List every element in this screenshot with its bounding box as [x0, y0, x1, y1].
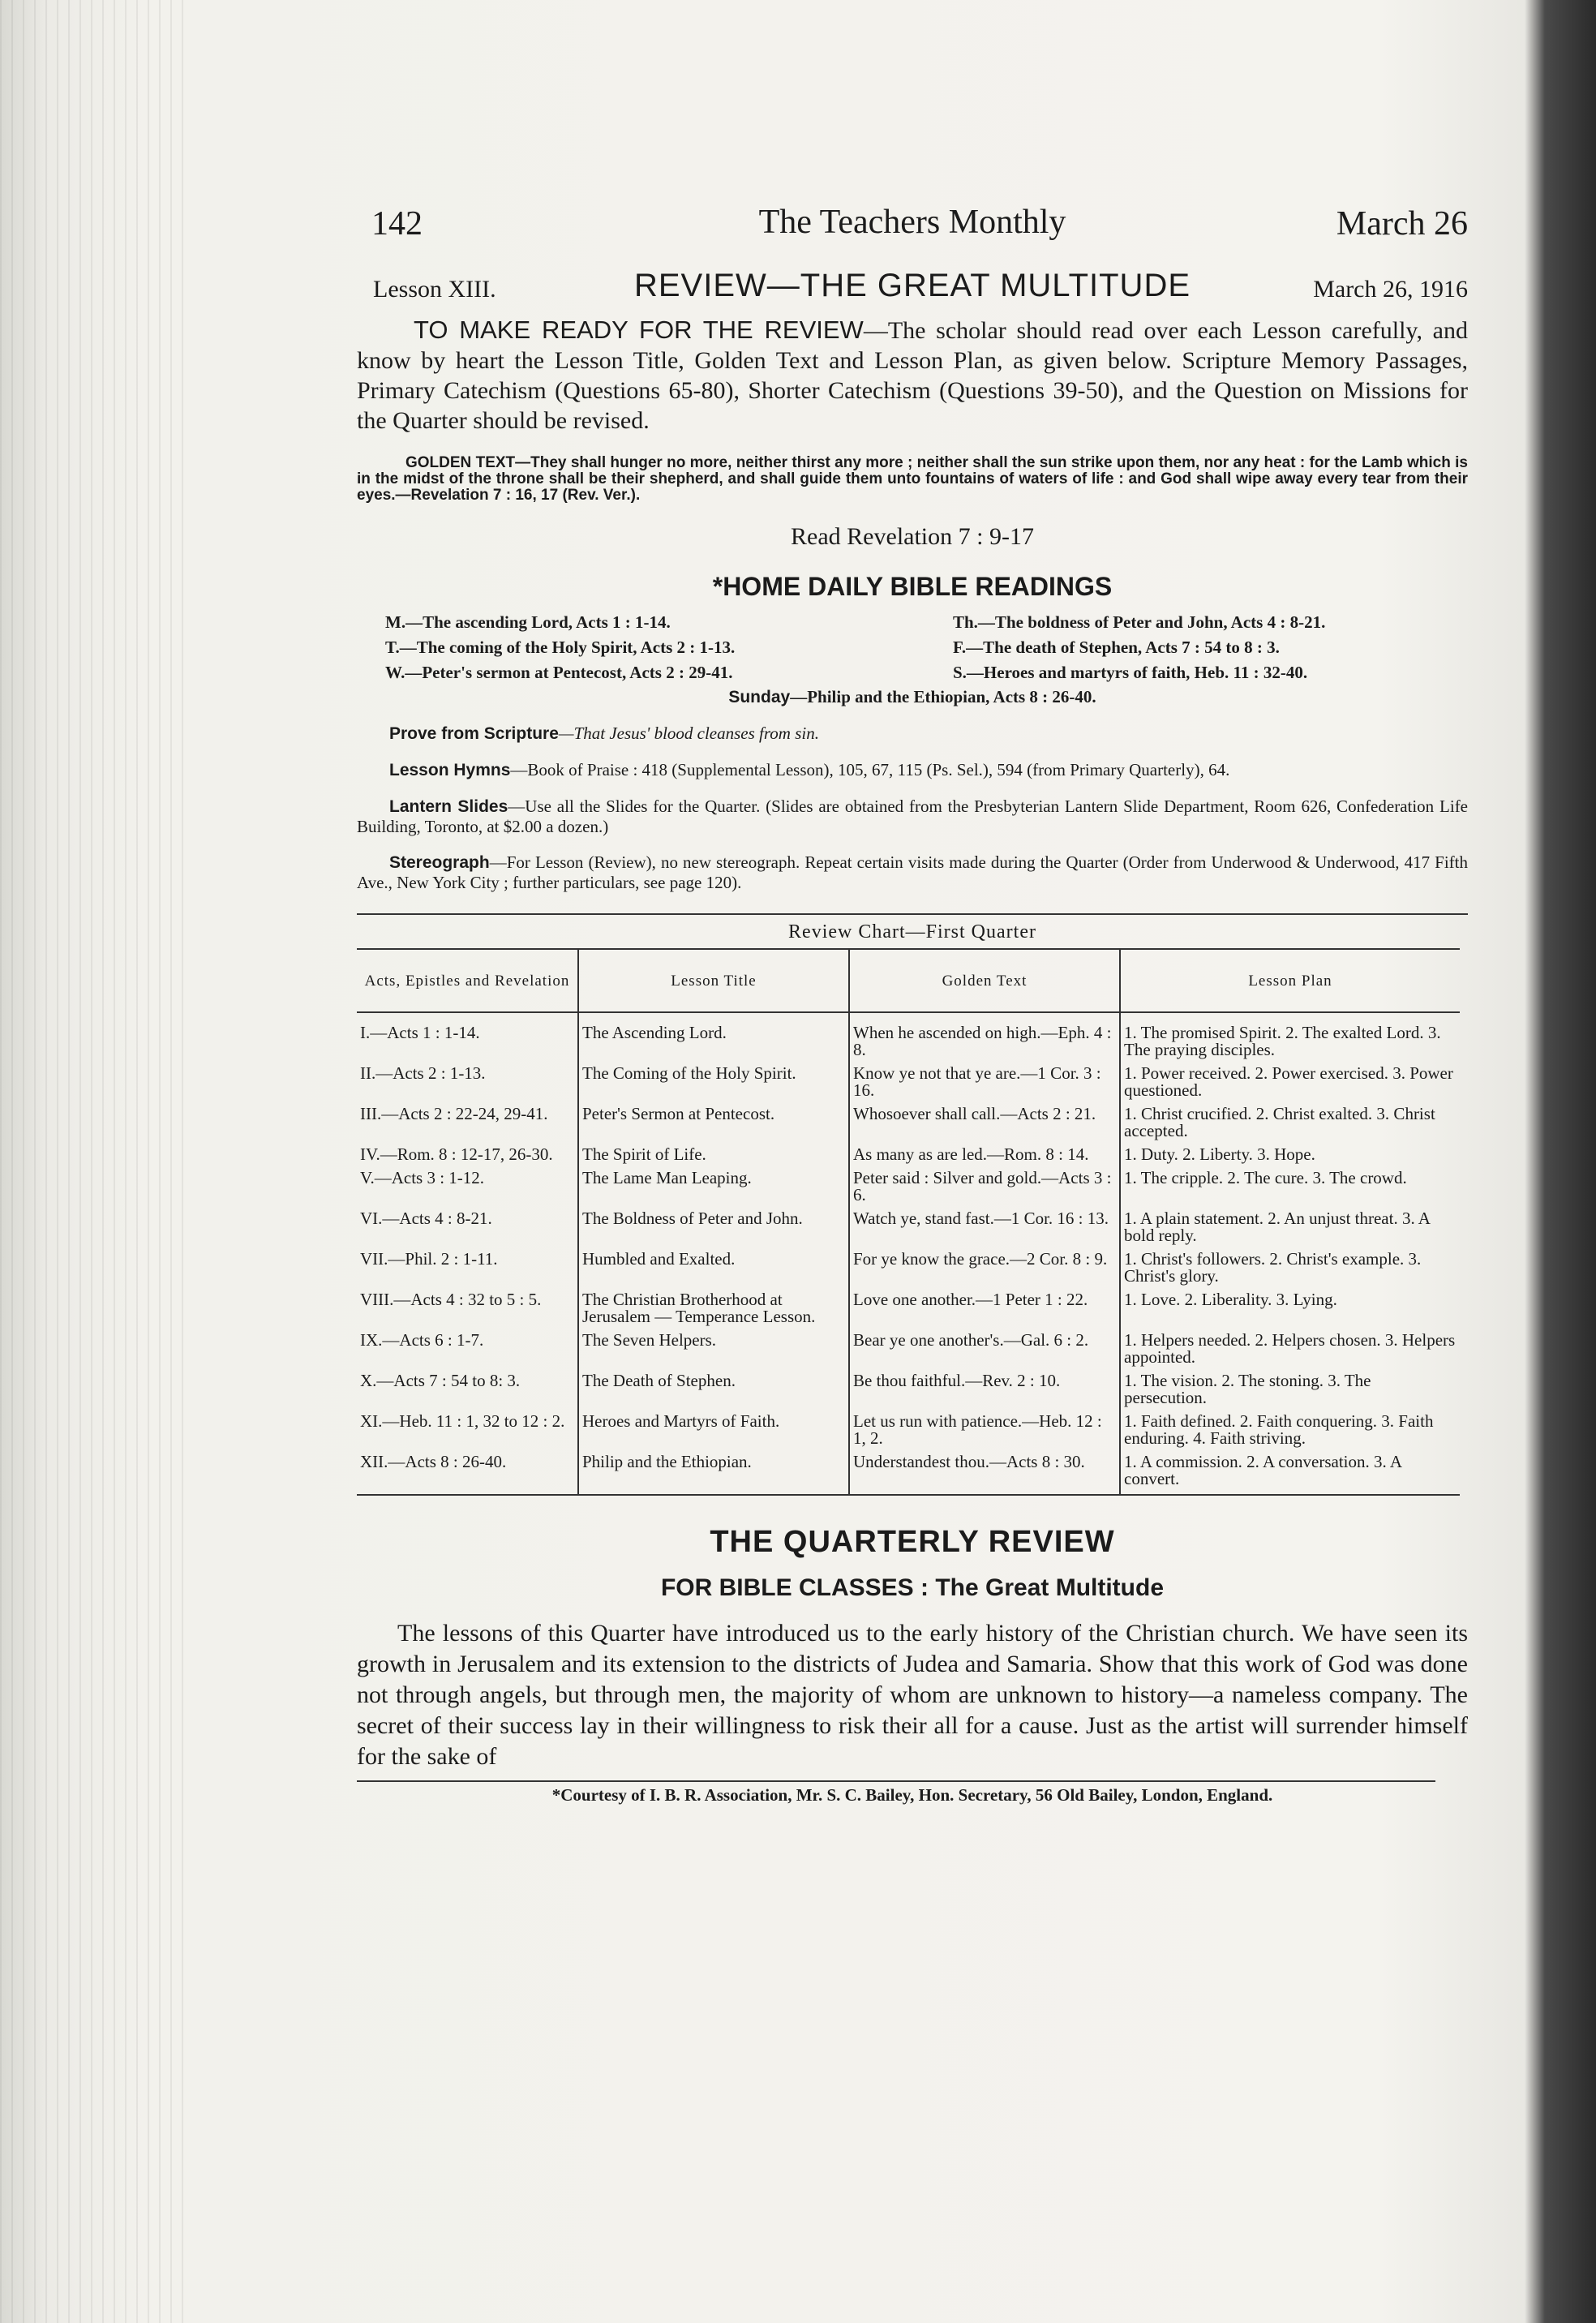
lesson-title-cell: The Christian Brotherhood at Jerusalem — Temperance Lesson.	[578, 1288, 849, 1329]
reading-tuesday: T.—The coming of the Holy Spirit, Acts 2 : 1-13.	[385, 638, 736, 657]
prove-label: Prove from Scripture	[389, 724, 559, 743]
lesson-plan-cell: 1. Power received. 2. Power exercised. 3. Power questioned.	[1120, 1062, 1460, 1102]
quarterly-review-title: THE QUARTERLY REVIEW	[710, 1525, 1115, 1559]
lesson-title-cell: Humbled and Exalted.	[578, 1247, 849, 1288]
table-header-row	[357, 949, 1460, 1012]
golden-text-cell: Love one another.—1 Peter 1 : 22.	[849, 1288, 1120, 1329]
scripture-cell: II.—Acts 2 : 1-13.	[360, 1063, 486, 1083]
stereograph-label: Stereograph	[389, 853, 490, 872]
lesson-title-cell: The Death of Stephen.	[578, 1369, 849, 1410]
golden-text-cell: Peter said : Silver and gold.—Acts 3 : 6.	[849, 1166, 1120, 1207]
lesson-plan-cell: 1. Duty. 2. Liberty. 3. Hope.	[1120, 1143, 1460, 1166]
lesson-plan-cell: 1. A plain statement. 2. An unjust threat. 3. A bold reply.	[1120, 1207, 1460, 1247]
divider	[357, 913, 1468, 915]
lesson-plan-cell: 1. Christ crucified. 2. Christ exalted. 3. Christ accepted.	[1120, 1102, 1460, 1143]
book-spine-edge	[0, 0, 187, 2323]
golden-text-cell: Be thou faithful.—Rev. 2 : 10.	[849, 1369, 1120, 1410]
lesson-plan-cell: 1. Helpers needed. 2. Helpers chosen. 3. Helpers appointed.	[1120, 1329, 1460, 1369]
prove-from-scripture	[357, 724, 1468, 744]
running-header	[357, 187, 1468, 243]
reading-monday: M.—The ascending Lord, Acts 1 : 1-14.	[385, 612, 671, 632]
table-row	[357, 1143, 1460, 1166]
table-row	[357, 1329, 1460, 1369]
reading-wednesday: W.—Peter's sermon at Pentecost, Acts 2 : 29-41.	[385, 663, 733, 682]
page-number: 142	[371, 205, 423, 243]
lesson-title-cell: Peter's Sermon at Pentecost.	[578, 1102, 849, 1143]
golden-text-cell: For ye know the grace.—2 Cor. 8 : 9.	[849, 1247, 1120, 1288]
table-row	[357, 1288, 1460, 1329]
scripture-cell: I.—Acts 1 : 1-14.	[360, 1023, 480, 1042]
lesson-number: Lesson XIII.	[373, 276, 496, 303]
lesson-plan-cell: 1. The vision. 2. The stoning. 3. The persecution.	[1120, 1369, 1460, 1410]
reading-saturday: S.—Heroes and martyrs of faith, Heb. 11 : 32-40.	[953, 663, 1308, 682]
footnote: *Courtesy of I. B. R. Association, Mr. S. C. Bailey, Hon. Secretary, 56 Old Bailey, London, England.	[551, 1785, 1273, 1805]
table-row	[357, 1012, 1460, 1062]
header-date: March 26	[1336, 205, 1468, 243]
golden-text-cell: As many as are led.—Rom. 8 : 14.	[849, 1143, 1120, 1166]
instructions-text: —The scholar should read over each Lesson carefully, and know by heart the Lesson Title, Golden Text and Lesson Plan, as given below. Scripture Memory Passages, Primary Catechism (Questions 65-80), Shorter Catechism (Questions 39-50), and the Question on Missions for the Quarter should be revised.	[357, 317, 1468, 434]
review-chart-body	[357, 1012, 1460, 1495]
lesson-plan-cell: 1. Love. 2. Liberality. 3. Lying.	[1120, 1288, 1460, 1329]
reading-friday: F.—The death of Stephen, Acts 7 : 54 to 8 : 3.	[953, 638, 1280, 657]
golden-text-cell: Watch ye, stand fast.—1 Cor. 16 : 13.	[849, 1207, 1120, 1247]
instructions-lead: TO MAKE READY FOR THE REVIEW	[414, 316, 864, 344]
journal-title: The Teachers Monthly	[758, 204, 1066, 241]
page-content	[357, 187, 1468, 1806]
column-header: Lesson Plan	[1120, 949, 1460, 1012]
scripture-cell: VIII.—Acts 4 : 32 to 5 : 5.	[360, 1290, 542, 1309]
golden-text-cell: Let us run with patience.—Heb. 12 : 1, 2.	[849, 1410, 1120, 1450]
hymns-label: Lesson Hymns	[389, 761, 511, 779]
lesson-title-cell: The Coming of the Holy Spirit.	[578, 1062, 849, 1102]
table-row	[357, 1062, 1460, 1102]
review-chart-title: Review Chart—First Quarter	[788, 921, 1036, 943]
table-row	[357, 1450, 1460, 1495]
lesson-plan-cell: 1. Christ's followers. 2. Christ's example. 3. Christ's glory.	[1120, 1247, 1460, 1288]
column-header: Acts, Epistles and Revelation	[357, 949, 578, 1012]
review-chart-table	[357, 948, 1460, 1496]
lesson-plan-cell: 1. The cripple. 2. The cure. 3. The crowd.	[1120, 1166, 1460, 1207]
golden-text-cell: Bear ye one another's.—Gal. 6 : 2.	[849, 1329, 1120, 1369]
lesson-plan-cell: 1. Faith defined. 2. Faith conquering. 3. Faith enduring. 4. Faith striving.	[1120, 1410, 1460, 1450]
home-readings-list	[385, 610, 1468, 685]
table-row	[357, 1102, 1460, 1143]
lantern-label: Lantern Slides	[389, 797, 508, 816]
hymns-text: —Book of Praise : 418 (Supplemental Lesson), 105, 67, 115 (Ps. Sel.), 594 (from Primary Quarterly), 64.	[510, 760, 1230, 779]
scripture-cell: IX.—Acts 6 : 1-7.	[360, 1330, 484, 1350]
lesson-title-cell: The Seven Helpers.	[578, 1329, 849, 1369]
golden-text-label: GOLDEN TEXT	[405, 454, 516, 471]
lesson-hymns	[357, 760, 1468, 780]
lesson-plan-cell: 1. The promised Spirit. 2. The exalted Lord. 3. The praying disciples.	[1120, 1012, 1460, 1062]
footnote-rule	[357, 1780, 1435, 1782]
table-row	[357, 1247, 1460, 1288]
scripture-cell: VI.—Acts 4 : 8-21.	[360, 1209, 492, 1228]
lesson-title-cell: The Lame Man Leaping.	[578, 1166, 849, 1207]
home-readings-title: *HOME DAILY BIBLE READINGS	[712, 572, 1113, 601]
lantern-slides	[357, 797, 1468, 836]
lesson-title-cell: The Spirit of Life.	[578, 1143, 849, 1166]
lesson-plan-cell: 1. A commission. 2. A conversation. 3. A convert.	[1120, 1450, 1460, 1495]
table-row	[357, 1207, 1460, 1247]
lesson-title-cell: The Boldness of Peter and John.	[578, 1207, 849, 1247]
sunday-label: Sunday	[728, 688, 791, 706]
scripture-cell: III.—Acts 2 : 22-24, 29-41.	[360, 1104, 548, 1123]
reading-sunday	[357, 687, 1468, 707]
stereograph	[357, 852, 1468, 892]
scripture-cell: XI.—Heb. 11 : 1, 32 to 12 : 2.	[360, 1411, 565, 1431]
golden-text-cell: When he ascended on high.—Eph. 4 : 8.	[849, 1012, 1120, 1062]
scripture-cell: XII.—Acts 8 : 26-40.	[357, 1450, 578, 1495]
table-row	[357, 1369, 1460, 1410]
golden-text-cell: Know ye not that ye are.—1 Cor. 3 : 16.	[849, 1062, 1120, 1102]
golden-text-body: —They shall hunger no more, neither thirst any more ; neither shall the sun strike upon them, nor any heat : for the Lamb which is in the midst of the throne shall be their shepherd, and shall guide them unto fountains of waters of life : and God shall wipe away every tear from their eyes.—Revelation 7 : 16, 17 (Rev. Ver.).	[357, 454, 1468, 504]
scripture-cell: VII.—Phil. 2 : 1-11.	[360, 1249, 498, 1269]
table-row	[357, 1166, 1460, 1207]
stereograph-text: —For Lesson (Review), no new stereograph. Repeat certain visits made during the Quarter (Order from Underwood & Underwood, 417 Fifth Ave., New York City ; further particulars, see page 120).	[357, 852, 1468, 892]
quarterly-review-subtitle: FOR BIBLE CLASSES : The Great Multitude	[660, 1574, 1165, 1601]
scripture-reading: Read Revelation 7 : 9-17	[791, 523, 1034, 550]
reading-thursday: Th.—The boldness of Peter and John, Acts 4 : 8-21.	[953, 612, 1326, 632]
golden-text	[357, 455, 1468, 504]
quarterly-review-body: The lessons of this Quarter have introduced us to the early history of the Christian church. We have seen its growth in Jerusalem and its extension to the districts of Judea and Samaria. Show that this work of God was done not through angels, but through men, the majority of whom are unknown to history—a nameless company. The secret of their success lay in their willingness to risk their all for a cause. Just as the artist will surrender himself for the sake of	[357, 1620, 1468, 1770]
lesson-title: REVIEW—THE GREAT MULTITUDE	[633, 268, 1191, 303]
prove-text: —That Jesus' blood cleanses from sin.	[558, 724, 819, 743]
lesson-title-cell: Heroes and Martyrs of Faith.	[578, 1410, 849, 1450]
lesson-title-cell: The Ascending Lord.	[578, 1012, 849, 1062]
table-row	[357, 1410, 1460, 1450]
column-header: Lesson Title	[578, 949, 849, 1012]
golden-text-cell: Whosoever shall call.—Acts 2 : 21.	[849, 1102, 1120, 1143]
lantern-text: —Use all the Slides for the Quarter. (Slides are obtained from the Presbyterian Lantern Slide Department, Room 626, Confederation Life Building, Toronto, at $2.00 a dozen.)	[357, 797, 1469, 836]
scripture-cell: IV.—Rom. 8 : 12-17, 26-30.	[360, 1144, 553, 1164]
column-header: Golden Text	[849, 949, 1120, 1012]
lesson-heading	[357, 261, 1468, 303]
scripture-cell: X.—Acts 7 : 54 to 8: 3.	[360, 1371, 521, 1390]
review-instructions	[357, 315, 1468, 436]
lesson-date: March 26, 1916	[1313, 276, 1468, 303]
scripture-cell: V.—Acts 3 : 1-12.	[360, 1168, 485, 1187]
golden-text-cell: Understandest thou.—Acts 8 : 30.	[849, 1450, 1120, 1495]
lesson-title-cell: Philip and the Ethiopian.	[578, 1450, 849, 1495]
sunday-text: —Philip and the Ethiopian, Acts 8 : 26-40.	[790, 687, 1096, 706]
